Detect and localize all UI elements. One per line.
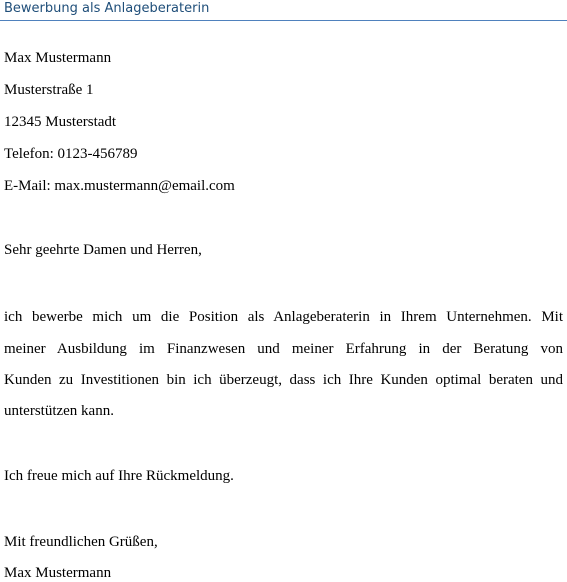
- body-line: Kunden zu Investitionen bin ich überzeugt, dass ich Ihre Kunden optimal beraten und: [4, 372, 563, 388]
- sender-phone: Telefon: 0123-456789: [4, 146, 138, 162]
- signature-name: Max Mustermann: [4, 565, 112, 581]
- header-divider: [0, 20, 567, 21]
- sign-off: Mit freundlichen Grüßen,: [4, 534, 158, 550]
- sender-street: Musterstraße 1: [4, 82, 94, 98]
- closing-paragraph: Ich freue mich auf Ihre Rückmeldung.: [4, 468, 234, 484]
- body-line: ich bewerbe mich um die Position als Anlageberaterin in Ihrem Unternehmen. Mit: [4, 309, 563, 325]
- salutation: Sehr geehrte Damen und Herren,: [4, 242, 202, 258]
- sender-email: E-Mail: max.mustermann@email.com: [4, 178, 235, 194]
- sender-name: Max Mustermann: [4, 50, 112, 66]
- sender-city: 12345 Musterstadt: [4, 114, 117, 130]
- body-line: unterstützen kann.: [4, 403, 114, 419]
- document-title: Bewerbung als Anlageberaterin: [4, 1, 210, 16]
- body-line: meiner Ausbildung im Finanzwesen und meiner Erfahrung in der Beratung von: [4, 341, 563, 357]
- document-header: [0, 0, 567, 22]
